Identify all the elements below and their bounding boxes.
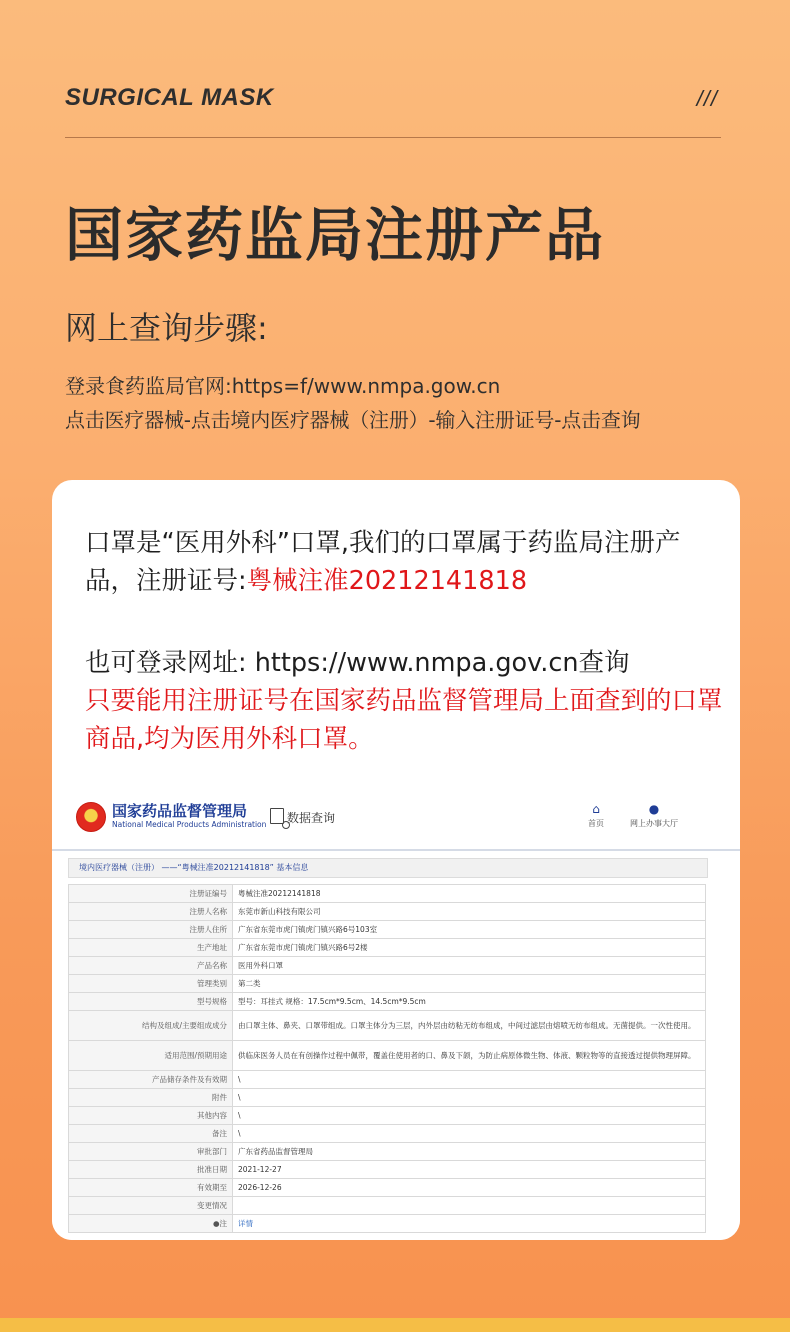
field-value: 第二类 [233,975,706,993]
table-row [69,885,706,903]
header-slashes: /// [696,86,718,111]
field-label: 注册人住所 [69,921,233,939]
table-row [69,957,706,975]
field-value: 供临床医务人员在有创操作过程中佩带，覆盖住使用者的口、鼻及下颌，为防止病原体微生物、体液、颗粒物等的直接透过提供物理屏障。 [233,1041,706,1071]
step-line-1: 登录食药监局官网:https=f/www.nmpa.gow.cn [65,374,501,398]
steps-title: 网上查询步骤: [65,309,268,347]
registration-number: 粤械注准20212141818 [246,566,528,596]
field-value: 广东省东莞市虎门镇虎门镇兴路6号103室 [233,921,706,939]
website-paragraph [85,644,725,758]
table-row [69,1071,706,1089]
table-row [69,1215,706,1233]
step-line-2: 点击医疗器械-点击境内医疗器械（注册）-输入注册证号-点击查询 [65,408,641,432]
field-value: 2021-12-27 [233,1161,706,1179]
field-value: 粤械注准20212141818 [233,885,706,903]
field-value: \ [233,1089,706,1107]
table-row [69,1197,706,1215]
field-label: 适用范围/预期用途 [69,1041,233,1071]
field-label: 注册证编号 [69,885,233,903]
data-query-link[interactable]: 数据查询 [287,811,336,825]
record-title: 境内医疗器械（注册） ——“粤械注准20212141818” 基本信息 [68,858,708,878]
table-row [69,1107,706,1125]
site-header-divider [52,849,740,851]
field-label: 产品名称 [69,957,233,975]
field-label: 生产地址 [69,939,233,957]
database-search-icon[interactable] [270,808,284,824]
field-label: 管理类别 [69,975,233,993]
user-icon: ● [648,802,660,816]
info-card [52,480,740,1240]
field-label: ●注 [69,1215,233,1233]
field-label: 注册人名称 [69,903,233,921]
home-icon: ⌂ [592,802,600,816]
record-table [68,884,706,1233]
field-value: 医用外科口罩 [233,957,706,975]
table-row [69,1125,706,1143]
registration-text: 口罩是“医用外科”口罩,我们的口罩属于药监局注册产品，注册证号: [85,528,681,596]
field-value: 东莞市新山科技有限公司 [233,903,706,921]
table-row [69,975,706,993]
field-label: 审批部门 [69,1143,233,1161]
table-row [69,993,706,1011]
table-row [69,939,706,957]
header-label: SURGICAL MASK [65,84,274,111]
site-header [52,788,740,848]
registration-paragraph [85,524,725,600]
nav-home-label: 首页 [588,819,604,828]
nmpa-screenshot [52,788,740,1240]
website-text: 也可登录网址: https://www.nmpa.gov.cn查询 [85,648,630,678]
table-row [69,1041,706,1071]
field-label: 变更情况 [69,1197,233,1215]
field-label: 有效期至 [69,1179,233,1197]
field-value [233,1197,706,1215]
field-value: 2026-12-26 [233,1179,706,1197]
table-row [69,1011,706,1041]
field-label: 批准日期 [69,1161,233,1179]
field-value: 由口罩主体、鼻夹、口罩带组成。口罩主体分为三层，内外层由纺粘无纺布组成，中间过滤层由熔喷无纺布组成。无菌提供。一次性使用。 [233,1011,706,1041]
table-row [69,1179,706,1197]
field-value: \ [233,1125,706,1143]
field-label: 附件 [69,1089,233,1107]
nav-home[interactable] [588,802,604,829]
table-row [69,1161,706,1179]
field-value: 广东省东莞市虎门镇虎门镇兴路6号2楼 [233,939,706,957]
field-value[interactable]: 详情 [233,1215,706,1233]
field-value: \ [233,1107,706,1125]
header-divider [65,137,721,138]
bottom-strip [0,1318,790,1332]
nav-service-label: 网上办事大厅 [630,819,678,828]
table-row [69,903,706,921]
national-emblem-icon [76,802,106,832]
table-row [69,1143,706,1161]
field-label: 型号规格 [69,993,233,1011]
verification-note: 只要能用注册证号在国家药品监督管理局上面查到的口罩商品,均为医用外科口罩。 [85,686,723,754]
field-label: 其他内容 [69,1107,233,1125]
field-label: 结构及组成/主要组成成分 [69,1011,233,1041]
field-value: 广东省药品监督管理局 [233,1143,706,1161]
site-name: 国家药品监督管理局 [112,802,248,820]
table-row [69,921,706,939]
field-value: \ [233,1071,706,1089]
field-label: 备注 [69,1125,233,1143]
page-title: 国家药监局注册产品 [65,201,606,269]
table-row [69,1089,706,1107]
field-value: 型号：耳挂式 规格：17.5cm*9.5cm、14.5cm*9.5cm [233,993,706,1011]
site-name-en: National Medical Products Administration [112,820,267,829]
nav-service-hall[interactable] [630,802,678,829]
field-label: 产品储存条件及有效期 [69,1071,233,1089]
